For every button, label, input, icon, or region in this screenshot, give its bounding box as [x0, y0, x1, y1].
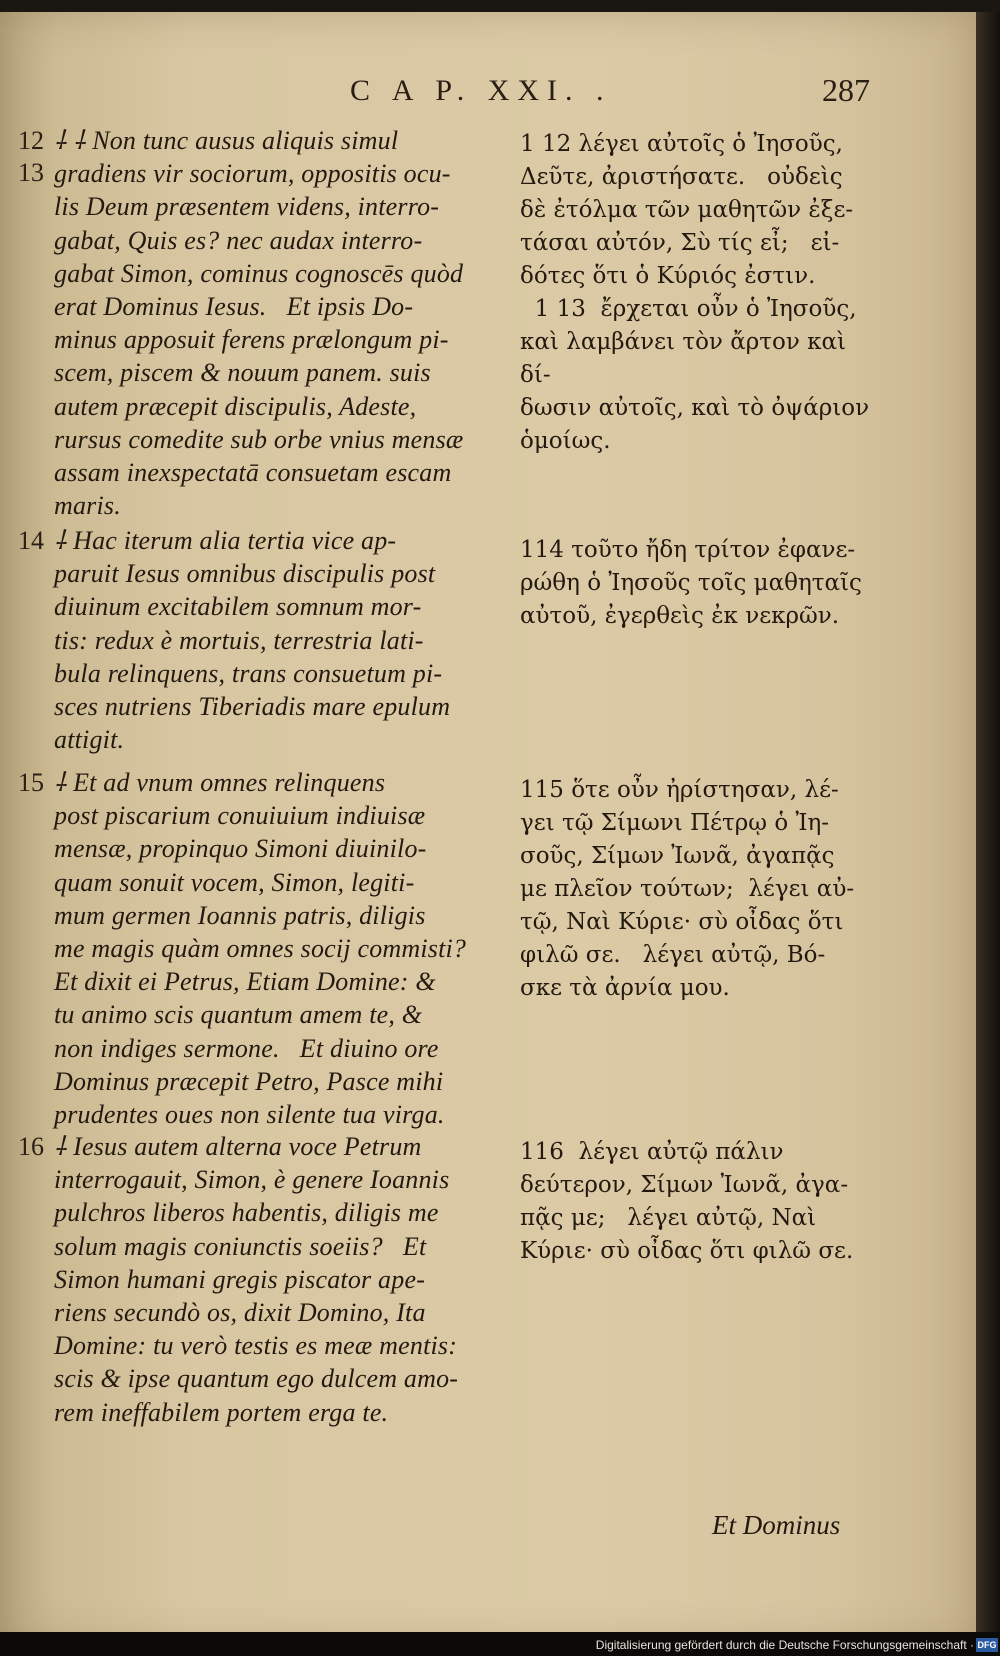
latin-verse-text: ⸸ ⸸ Non tunc ausus aliquis simul gradiens vir sociorum, oppositis ocu- lis Deum præsentem videns, interro- gabat, Quis es? nec audax interro- gabat Simon, cominus cognoscēs quòd erat Dominus Iesus. Et ipsis Do- minus apposuit ferens prælongum pi- scem, piscem & nouum panem. suis autem præcepit discipulis, Adeste, rursus comedite sub orbe vnius mensæ assam inexspectatā consuetam escam maris.	[54, 126, 464, 521]
footer-bar	[0, 1632, 1000, 1656]
latin-verse-text: ⸸ Hac iterum alia tertia vice ap- paruit Iesus omnibus discipulis post diuinum excitabilem somnum mor- tis: redux è mortuis, terrestria lati- bula relinquens, trans consuetum pi- sces nutriens Tiberiadis mare epulum attigit.	[54, 526, 451, 755]
verse-number: 16	[18, 1132, 44, 1161]
page-edge	[976, 12, 1000, 1644]
greek-verse-text: 116 λέγει αὐτῷ πάλιν δεύτερον, Σίμων Ἰωνᾶ, ἀγα- πᾷς με; λέγει αὐτῷ, Ναὶ Κύριε· σὺ οἶδας ὅτι φιλῶ σε.	[520, 1139, 854, 1264]
latin-verse-14	[18, 524, 518, 756]
verse-number: 15	[18, 768, 44, 797]
running-head	[350, 70, 870, 110]
greek-verse-16	[520, 1136, 880, 1268]
greek-verse-text: 1 12 λέγει αὐτοῖς ὁ Ἰησοῦς, Δεῦτε, ἀριστήσατε. οὐδεὶς δὲ ἐτόλμα τῶν μαθητῶν ἐξε- τάσαι αὐτόν, Σὺ τίς εἶ; εἰ- δότες ὅτι ὁ Κύριός ἐστιν. 1 13 ἔρχεται οὖν ὁ Ἰησοῦς, καὶ λαμβάνει τὸν ἄρτον καὶ δί- δωσιν αὐτοῖς, καὶ τὸ ὀψάριον ὁμοίως.	[520, 131, 870, 454]
latin-verse-text: ⸸ Et ad vnum omnes relinquens post piscarium conuiuium indiuisæ mensæ, propinquo Simoni diuinilo- quam sonuit vocem, Simon, legiti- mum germen Ioannis patris, diligis me magis quàm omnes socij commisti? Et dixit ei Petrus, Etiam Domine: & tu animo scis quantum amem te, & non indiges sermone. Et diuino ore Dominus præcepit Petro, Pasce mihi prudentes oues non silente tua virga.	[54, 768, 467, 1130]
dfg-logo-icon: DFG	[977, 1640, 997, 1650]
verse-number: 13	[18, 158, 44, 187]
greek-verse-text: 114 τοῦτο ἤδη τρίτον ἐφανε- ρώθη ὁ Ἰησοῦς τοῖς μαθηταῖς αὐτοῦ, ἐγερθεὶς ἐκ νεκρῶν.	[520, 537, 862, 629]
page-number: 287	[822, 72, 870, 108]
chapter-heading: C A P. XXI. .	[350, 74, 612, 107]
greek-verse-14	[520, 534, 880, 633]
catchword: Et Dominus	[712, 1510, 841, 1540]
greek-verse-15	[520, 774, 880, 1005]
latin-verse-text: ⸸ Iesus autem alterna voce Petrum interrogauit, Simon, è genere Ioannis pulchros liberos habentis, diligis me solum magis coniunctis soeiis? Et Simon humani gregis piscator ape- riens secundò os, dixit Domino, Ita Domine: tu verò testis es meæ mentis: scis & ipse quantum ego dulcem amo- rem ineffabilem portem erga te.	[54, 1132, 459, 1427]
footer-credit: Digitalisierung gefördert durch die Deutsche Forschungsgemeinschaft ·	[595, 1638, 974, 1652]
greek-verse-12-13	[520, 128, 880, 458]
verse-number: 12	[18, 126, 44, 155]
greek-verse-text: 115 ὅτε οὖν ἠρίστησαν, λέ- γει τῷ Σίμωνι Πέτρῳ ὁ Ἰη- σοῦς, Σίμων Ἰωνᾶ, ἀγαπᾷς με πλεῖον τούτων; λέγει αὐ- τῷ, Ναὶ Κύριε· σὺ οἶδας ὅτι φιλῶ σε. λέγει αὐτῷ, Βό- σκε τὰ ἀρνία μου.	[520, 777, 855, 1001]
latin-verse-15	[18, 766, 518, 1131]
latin-verse-16	[18, 1130, 518, 1429]
latin-verse-12-13	[18, 124, 518, 522]
verse-number: 14	[18, 526, 44, 555]
